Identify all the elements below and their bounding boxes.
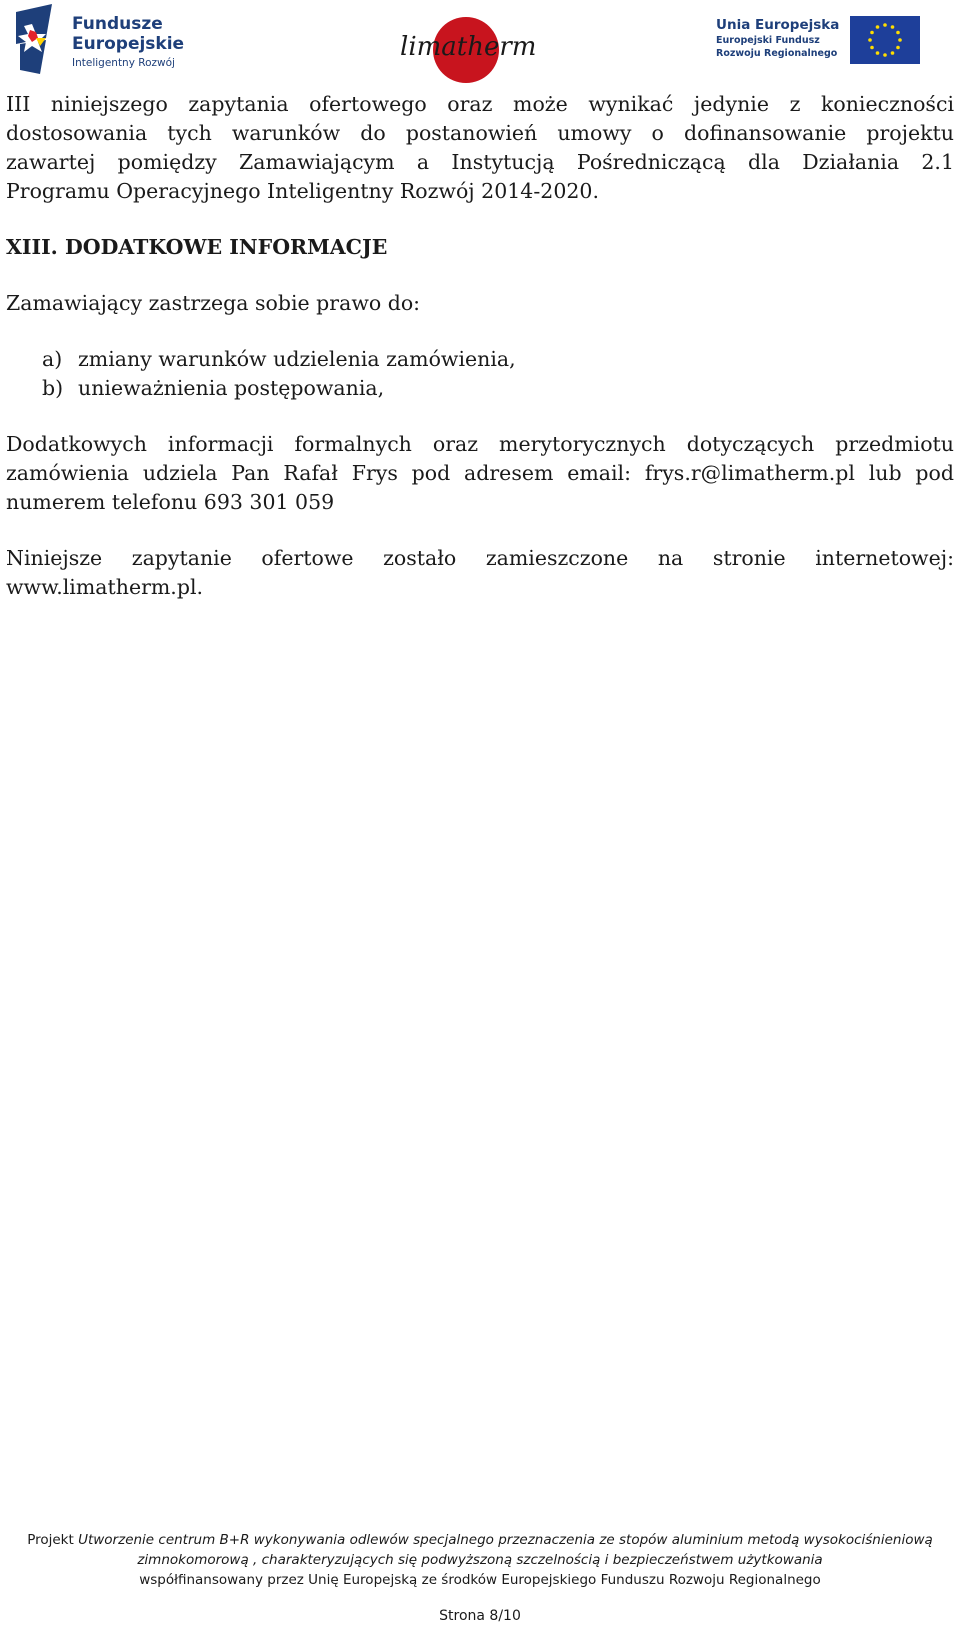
- document-footer: [0, 1530, 960, 1590]
- intro-paragraph: [6, 90, 954, 206]
- list-marker: a): [42, 347, 63, 371]
- intro-line: Programu Operacyjnego Inteligentny Rozwój 2014-2020.: [6, 179, 599, 203]
- intro-line: III niniejszego zapytania ofertowego oraz może wynikać jedynie z konieczności: [6, 92, 954, 116]
- footer-project-title: Utworzenie centrum B+R wykonywania odlewów specjalnego przeznaczenia ze stopów aluminium metodą wysokociśnieniową: [78, 1532, 933, 1548]
- eu-flag-icon: [850, 16, 920, 64]
- fe-logo-line3: Inteligentny Rozwój: [72, 57, 175, 69]
- eu-star-icon: [883, 23, 887, 27]
- footer-line3: współfinansowany przez Unię Europejską ze środków Europejskiego Funduszu Rozwoju Regionalnego: [139, 1572, 821, 1588]
- eu-logo-line2: Europejski Fundusz: [716, 35, 820, 46]
- unia-europejska-logo: [716, 14, 946, 68]
- eu-star-icon: [870, 46, 874, 50]
- publication-paragraph: [6, 544, 954, 602]
- list-item: [6, 345, 954, 374]
- eu-star-icon: [876, 25, 880, 29]
- eu-star-icon: [870, 31, 874, 35]
- publication-line: www.limatherm.pl.: [6, 575, 204, 599]
- contact-line: Dodatkowych informacji formalnych oraz merytorycznych dotyczących przedmiotu: [6, 432, 954, 456]
- eu-star-icon: [876, 51, 880, 55]
- list-text: unieważnienia postępowania,: [78, 376, 385, 400]
- contact-line: numerem telefonu 693 301 059: [6, 490, 335, 514]
- intro-line: zawartej pomiędzy Zamawiającym a Instytucją Pośredniczącą dla Działania 2.1: [6, 150, 954, 174]
- footer-line2: zimnokomorową , charakteryzujących się podwyższoną szczelnością i bezpieczeństwem użytkowania: [137, 1552, 823, 1568]
- eu-star-icon: [868, 38, 872, 42]
- limatherm-logo: [400, 14, 537, 84]
- list-item: [6, 374, 954, 403]
- eu-star-icon: [883, 53, 887, 57]
- footer-prefix: Projekt: [27, 1532, 79, 1548]
- contact-paragraph: [6, 430, 954, 517]
- fe-logo-line2: Europejskie: [72, 34, 185, 54]
- eu-logo-line3: Rozwoju Regionalnego: [716, 48, 838, 59]
- contact-line: zamówienia udziela Pan Rafał Frys pod adresem email: frys.r@limatherm.pl lub pod: [6, 461, 954, 485]
- reservation-list: [6, 345, 954, 403]
- document-body: [6, 90, 954, 602]
- reservation-intro: Zamawiający zastrzega sobie prawo do:: [6, 291, 421, 315]
- limatherm-logo-word: limatherm: [400, 32, 537, 62]
- intro-line: dostosowania tych warunków do postanowień umowy o dofinansowanie projektu: [6, 121, 954, 145]
- eu-star-icon: [891, 25, 895, 29]
- list-marker: b): [42, 376, 64, 400]
- eu-star-icon: [898, 38, 902, 42]
- publication-line: Niniejsze zapytanie ofertowe zostało zamieszczone na stronie internetowej:: [6, 546, 954, 570]
- eu-star-icon: [891, 51, 895, 55]
- fe-star-icon: [16, 4, 60, 74]
- eu-logo-line1: Unia Europejska: [716, 17, 840, 33]
- eu-star-icon: [896, 46, 900, 50]
- fe-logo-line1: Fundusze: [72, 14, 163, 34]
- footer-line1: [0, 1530, 960, 1550]
- fundusze-europejskie-logo: [16, 4, 196, 78]
- eu-star-icon: [896, 31, 900, 35]
- section-heading: XIII. DODATKOWE INFORMACJE: [6, 235, 388, 259]
- page-number: Strona 8/10: [439, 1608, 521, 1624]
- list-text: zmiany warunków udzielenia zamówienia,: [78, 347, 516, 371]
